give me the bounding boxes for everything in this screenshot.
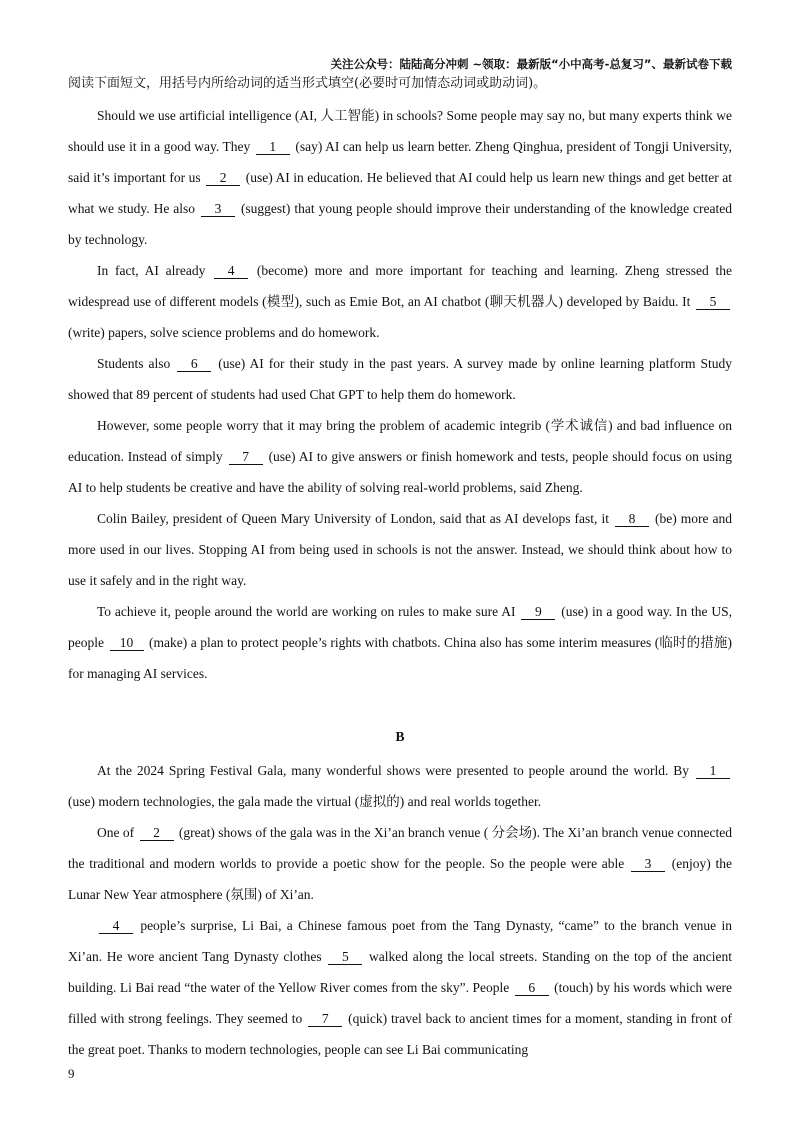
page-number: 9: [68, 1066, 75, 1081]
blank-a6[interactable]: 6: [177, 357, 211, 372]
page-header: 关注公众号：陆陆高分冲刺 ~领取：最新版“小中高考-总复习”、最新试卷下载: [330, 57, 732, 71]
passage-a-paragraph-5: Colin Bailey, president of Queen Mary University of London, said that as AI develops fast, it 8 (be) more and more used in our lives. Stopping AI from being used in schools is not the answer. Instead, we should think about how to use it safely and in the right way.: [68, 511, 733, 588]
blank-a4[interactable]: 4: [214, 264, 248, 279]
blank-a9[interactable]: 9: [521, 605, 555, 620]
document-body: [68, 74, 732, 1065]
blank-a8[interactable]: 8: [615, 512, 649, 527]
blank-b2[interactable]: 2: [140, 826, 174, 841]
blank-b4[interactable]: 4: [99, 919, 133, 934]
instructions: 阅读下面短文，用括号内所给动词的适当形式填空(必要时可加情态动词或助动词)。: [68, 76, 547, 91]
passage-b-paragraph-3: 4 people’s surprise, Li Bai, a Chinese famous poet from the Tang Dynasty, “came” to the branch venue in Xi’an. He wore ancient Tang Dynasty clothes 5 walked along the local streets. Standing on the top of the ancient building. Li Bai read “the water of the Yellow River comes from the sky”. People 6 (touch) by his words which were filled with strong feelings. They seemed to 7 (quick) travel back to ancient times for a moment, standing in front of the great poet. Thanks to modern technologies, people can see Li Bai communicating: [68, 918, 733, 1057]
blank-b5[interactable]: 5: [328, 950, 362, 965]
blank-a3[interactable]: 3: [201, 202, 235, 217]
blank-a7[interactable]: 7: [229, 450, 263, 465]
blank-b3[interactable]: 3: [631, 857, 665, 872]
passage-a-paragraph-2: In fact, AI already 4 (become) more and more important for teaching and learning. Zheng stressed the widespread use of different models (模型), such as Emie Bot, an AI chatbot (聊天机器人) developed by Baidu. It 5 (write) papers, solve science problems and do homework.: [68, 263, 733, 340]
passage-b-paragraph-2: One of 2 (great) shows of the gala was in the Xi’an branch venue ( 分会场). The Xi’an branch venue connected the traditional and modern worlds to provide a poetic show for the people. So the people were able 3 (enjoy) the Lunar New Year atmosphere (氛围) of Xi’an.: [68, 825, 733, 902]
blank-a1[interactable]: 1: [256, 140, 290, 155]
blank-a5[interactable]: 5: [696, 295, 730, 310]
blank-b1[interactable]: 1: [696, 764, 730, 779]
blank-b7[interactable]: 7: [308, 1012, 342, 1027]
passage-b-paragraph-1: At the 2024 Spring Festival Gala, many wonderful shows were presented to people around the world. By 1 (use) modern technologies, the gala made the virtual (虚拟的) and real worlds together.: [68, 755, 732, 817]
passage-a-paragraph-3: Students also 6 (use) AI for their study in the past years. A survey made by online learning platform Study showed that 89 percent of students had used Chat GPT to help them do homework.: [68, 356, 732, 402]
section-b-title: B: [395, 729, 405, 744]
passage-a-paragraph-6: To achieve it, people around the world are working on rules to make sure AI 9 (use) in a good way. In the US, people 10 (make) a plan to protect people’s rights with chatbots. China also has some interim measures (临时的措施) for managing AI services.: [68, 604, 733, 681]
passage-a-paragraph-1: Should we use artificial intelligence (AI, 人工智能) in schools? Some people may say no, but many experts think we should use it in a good way. They 1 (say) AI can help us learn better. Zheng Qinghua, president of Tongji University, said it’s important for us 2 (use) AI in education. He believed that AI could help us learn new things and get better at what we study. He also 3 (suggest) that young people should improve their understanding of the knowledge created by technology.: [68, 108, 733, 247]
blank-b6[interactable]: 6: [515, 981, 549, 996]
blank-a10[interactable]: 10: [110, 636, 144, 651]
blank-a2[interactable]: 2: [206, 171, 240, 186]
passage-a-paragraph-4: However, some people worry that it may bring the problem of academic integrib (学术诚信) and bad influence on education. Instead of simply 7 (use) AI to give answers or finish homework and tests, people should focus on using AI to help students be creative and have the ability of solving real-world problems, said Zheng.: [68, 418, 733, 495]
